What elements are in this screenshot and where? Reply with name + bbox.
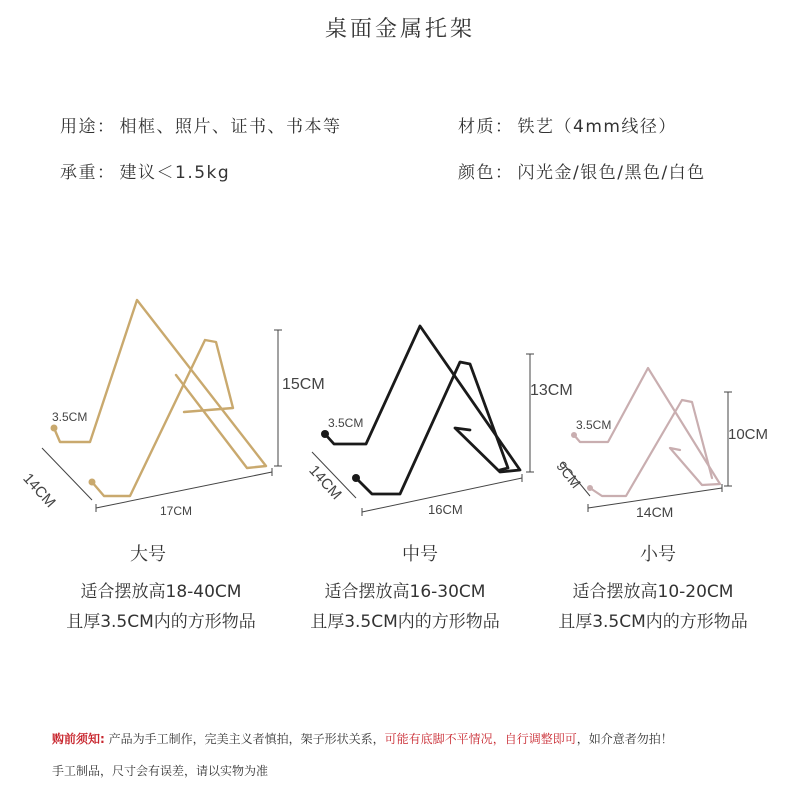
stand-small-ball-bottom [587,485,593,491]
notice-comma: ， [492,732,505,746]
notice-text-1: 产品为手工制作，完美主义者慎拍，架子形状关系， [108,732,385,746]
stand-large-depth: 14CM [19,470,59,512]
spec-load-label: 承重： [60,163,116,183]
notice-red-1: 可能有底脚不平情况 [384,732,493,746]
stand-medium-height: 13CM [530,382,573,399]
stand-small-wire [574,368,720,496]
desc-small [542,577,764,637]
stand-large-width: 17CM [160,504,193,518]
size-name-large: 大号 [130,544,166,565]
spec-material-label: 材质： [458,117,514,137]
notice-red-2: 自行调整即可 [504,732,577,746]
desc-large-thickness: 且厚3.5CM内的方形物品 [66,612,256,632]
stand-small-dim-lines [562,392,732,512]
stand-small-ball-top [571,432,577,438]
purchase-notice [52,730,673,747]
desc-small-range: 适合摆放高10-20CM [572,582,734,602]
page-title: 桌面金属托架 [324,17,475,42]
desc-medium [294,577,516,637]
stand-small-width: 14CM [636,504,674,520]
desc-small-thickness: 且厚3.5CM内的方形物品 [558,612,748,632]
stand-small-lip: 3.5CM [576,418,612,432]
notice-label: 购前须知 [52,732,101,746]
stand-medium-width: 16CM [428,502,463,517]
desc-large-range: 适合摆放高18-40CM [80,582,242,602]
size-name-medium: 中号 [402,544,438,565]
stand-small-height: 10CM [728,426,769,443]
notice-colon: : [100,732,105,746]
stand-small-depth: 9CM [553,458,585,492]
stand-medium-depth: 14CM [305,462,345,504]
spec-usage-value: 相框、照片、证书、书本等 [119,117,342,137]
spec-material-value: 铁艺（4mm线径） [517,117,677,137]
notice-line-2: 手工制品，尺寸会有误差，请以实物为准 [52,764,269,778]
spec-color-value: 闪光金/银色/黑色/白色 [517,163,706,183]
spec-color-label: 颜色： [458,163,514,183]
stand-large-lip: 3.5CM [52,410,88,424]
notice-text-2: ，如介意者勿拍！ [576,732,673,746]
size-name-small: 小号 [640,544,676,565]
desc-medium-thickness: 且厚3.5CM内的方形物品 [310,612,500,632]
spec-load-value: 建议＜1.5kg [119,163,231,183]
desc-medium-range: 适合摆放高16-30CM [324,582,486,602]
stand-medium-lip: 3.5CM [328,416,364,430]
spec-usage-label: 用途： [60,117,116,137]
stand-large-height: 15CM [282,376,325,393]
desc-large [50,577,272,637]
